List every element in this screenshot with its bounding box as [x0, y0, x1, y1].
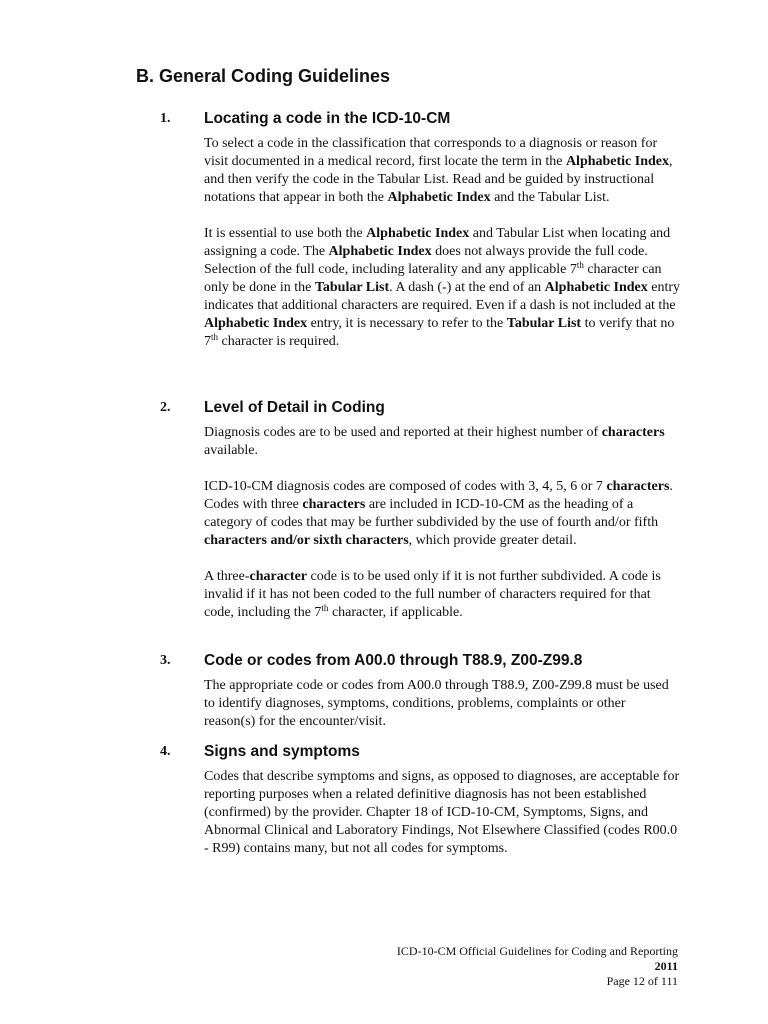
text-run: to verify that no 7: [204, 316, 675, 349]
bold-term: characters: [606, 479, 670, 494]
bold-term: characters and/or sixth characters: [204, 533, 409, 548]
bold-term: Alphabetic Index: [366, 226, 470, 241]
item-number: 3.: [160, 653, 171, 668]
text-run: code is to be used only if it is not further subdivided. A code is invalid if it has not been coded to the full number of characters required for that code, including the 7: [204, 569, 661, 620]
bold-term: Tabular List: [314, 280, 390, 295]
paragraph: [204, 424, 680, 460]
text-run: ICD-10-CM diagnosis codes are composed of codes with 3, 4, 5, 6 or 7: [204, 479, 607, 494]
item-body: [204, 424, 680, 622]
bold-term: Alphabetic Index: [204, 316, 308, 331]
paragraph: [204, 135, 680, 207]
paragraph: [204, 768, 680, 858]
bold-term: Tabular List: [506, 316, 582, 331]
text-run: The appropriate code or codes from A00.0 through T88.9, Z00-Z99.8 must be used to identify diagnoses, symptoms, conditions, problems, complaints or other reason(s) for the encounter/visit.: [204, 678, 669, 729]
text-run: character can only be done in the: [204, 262, 662, 295]
text-run: entry, it is necessary to refer to the: [307, 316, 507, 331]
item-heading: Level of Detail in Coding: [204, 399, 385, 416]
text-run: , and then verify the code in the Tabular List. Read and be guided by instructional notations that appear in both the: [204, 154, 673, 205]
text-run: character, if applicable.: [328, 605, 463, 620]
superscript-text: th: [576, 260, 584, 270]
text-run: Diagnosis codes are to be used and reported at their highest number of: [204, 425, 602, 440]
text-run: are included in ICD-10-CM as the heading of a category of codes that may be further subdivided by the use of fourth and/or fifth: [204, 497, 659, 530]
bold-term: characters: [302, 497, 366, 512]
footer-year: 2011: [654, 959, 678, 973]
text-run: entry indicates that additional characters are required. Even if a dash is not included at the: [204, 280, 680, 313]
paragraph: [204, 225, 680, 351]
text-run: and Tabular List when locating and assigning a code. The: [204, 226, 671, 259]
item-body: [204, 135, 680, 351]
footer-title: ICD-10-CM Official Guidelines for Coding and Reporting: [396, 944, 678, 958]
text-run: A three-: [204, 569, 250, 584]
item-number: 4.: [160, 744, 171, 759]
text-run: . A dash (-) at the end of an: [389, 280, 545, 295]
item-heading: Signs and symptoms: [204, 743, 360, 760]
item-number: 1.: [160, 111, 171, 126]
footer-page-number: Page 12 of 111: [606, 974, 678, 988]
text-run: available.: [204, 443, 259, 458]
paragraph: [204, 568, 680, 622]
text-run: To select a code in the classification that corresponds to a diagnosis or reason for visit documented in a medical record, first locate the term in the: [204, 136, 658, 169]
text-run: does not always provide the full code. Selection of the full code, including laterality and any applicable 7: [204, 244, 648, 277]
bold-term: characters: [601, 425, 665, 440]
paragraph: [204, 478, 680, 550]
text-run: character is required.: [218, 334, 340, 349]
item-heading: Code or codes from A00.0 through T88.9, Z00-Z99.8: [204, 652, 583, 669]
item-body: [204, 768, 680, 858]
page-footer: [358, 944, 678, 989]
text-run: . Codes with three: [204, 479, 673, 512]
bold-term: Alphabetic Index: [328, 244, 432, 259]
bold-term: character: [249, 569, 308, 584]
paragraph: [204, 677, 680, 731]
text-run: Codes that describe symptoms and signs, as opposed to diagnoses, are acceptable for reporting purposes when a related definitive diagnosis has not been established (confirmed) by the provider. Chapter 18 of ICD-10-CM, Symptoms, Signs, and Abnormal Clinical and Laboratory Findings, Not Elsewhere Classified (codes R00.0 - R99) contains many, but not all codes for symptoms.: [204, 769, 680, 856]
text-run: and the Tabular List.: [490, 190, 610, 205]
bold-term: Alphabetic Index: [544, 280, 648, 295]
superscript-text: th: [321, 603, 329, 613]
section-title: B. General Coding Guidelines: [136, 66, 391, 86]
bold-term: Alphabetic Index: [565, 154, 670, 169]
item-body: [204, 677, 680, 731]
item-heading: Locating a code in the ICD-10-CM: [204, 110, 451, 127]
superscript-text: th: [211, 332, 219, 342]
bold-term: Alphabetic Index: [387, 190, 491, 205]
text-run: It is essential to use both the: [204, 226, 367, 241]
item-number: 2.: [160, 400, 171, 415]
text-run: , which provide greater detail.: [408, 533, 577, 548]
